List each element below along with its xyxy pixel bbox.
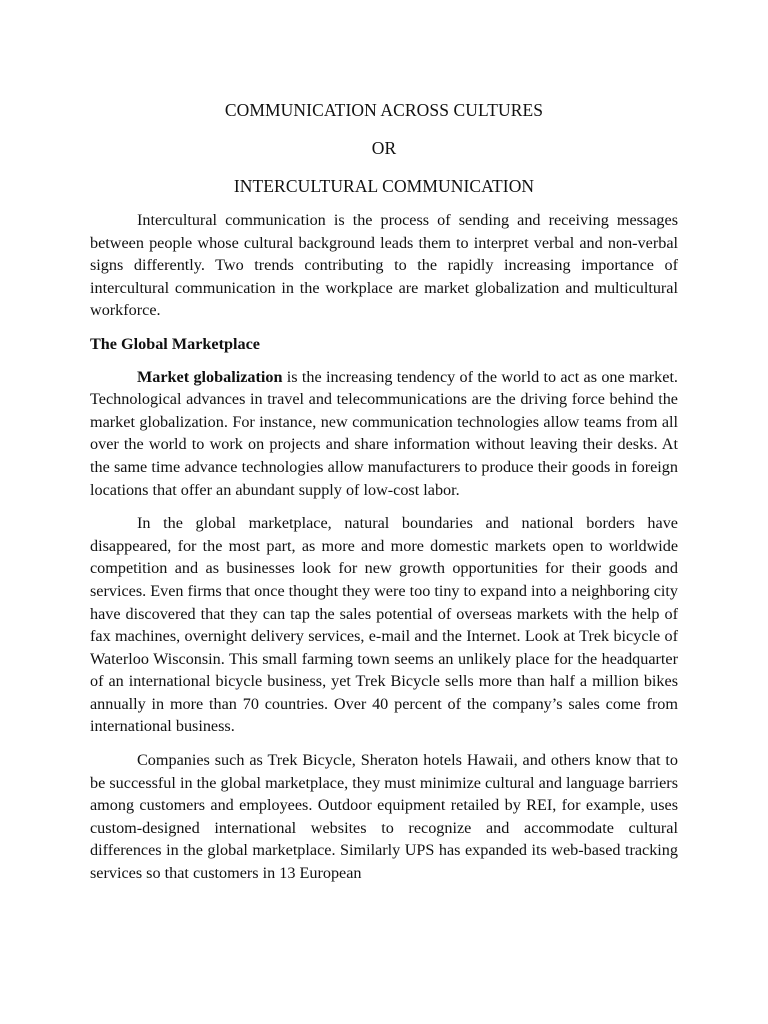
market-globalization-term: Market globalization	[137, 367, 283, 386]
market-globalization-paragraph	[90, 366, 678, 502]
document-title	[90, 91, 678, 205]
global-marketplace-paragraph: In the global marketplace, natural boundaries and national borders have disappeared, for the most part, as more and more domestic markets open to worldwide competition and as businesses look for new growth opportunities for their goods and services. Even firms that once thought they were too tiny to expand into a neighboring city have discovered that they can tap the sales potential of overseas markets with the help of fax machines, overnight delivery services, e-mail and the Internet. Look at Trek bicycle of Waterloo Wisconsin. This small farming town seems an unlikely place for the headquarter of an international bicycle business, yet Trek Bicycle sells more than half a million bikes annually in more than 70 countries. Over 40 percent of the company’s sales come from international business.	[90, 514, 678, 736]
market-globalization-text: is the increasing tendency of the world to act as one market. Technological advances in travel and telecommunications are the driving force behind the market globalization. For instance, new communication technologies allow teams from all over the world to work on projects and share information without leaving their desks. At the same time advance technologies allow manufacturers to produce their goods in foreign locations that offer an abundant supply of low-cost labor.	[90, 367, 678, 499]
title-line-2: OR	[371, 138, 397, 158]
companies-paragraph: Companies such as Trek Bicycle, Sheraton hotels Hawaii, and others know that to be successful in the global marketplace, they must minimize cultural and language barriers among customers and employees. Outdoor equipment retailed by REI, for example, uses custom-designed international websites to recognize and accommodate cultural differences in the global marketplace. Similarly UPS has expanded its web-based tracking services so that customers in 13 European	[90, 751, 678, 883]
section-heading: The Global Marketplace	[90, 334, 260, 353]
intro-paragraph: Intercultural communication is the process of sending and receiving messages between people whose cultural background leads them to interpret verbal and non-verbal signs differently. Two trends contributing to the rapidly increasing importance of intercultural communication in the workplace are market globalization and multicultural workforce.	[90, 211, 678, 320]
document-page	[90, 91, 678, 896]
title-line-1: COMMUNICATION ACROSS CULTURES	[224, 100, 544, 120]
title-line-3: INTERCULTURAL COMMUNICATION	[233, 176, 535, 196]
